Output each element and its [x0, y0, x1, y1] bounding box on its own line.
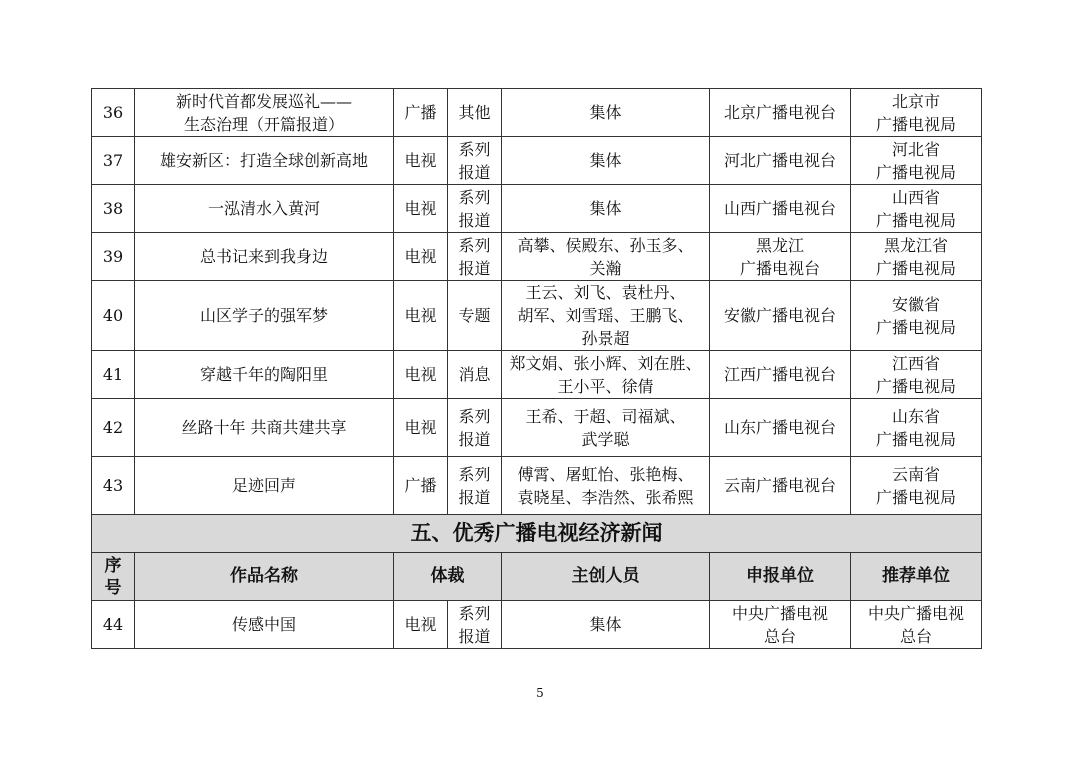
cell-unit-line: 中央广播电视 [731, 603, 828, 623]
cell-genre [448, 399, 502, 457]
cell-recommender-line: 广播电视局 [875, 258, 956, 278]
cell-no: 42 [92, 399, 135, 457]
cell-creators [502, 601, 710, 649]
cell-recommender-line: 中央广播电视 [867, 603, 964, 623]
cell-unit-line: 山西广播电视台 [723, 199, 836, 218]
cell-genre-line: 报道 [458, 258, 491, 278]
cell-creators-line: 集体 [589, 615, 622, 634]
cell-genre [448, 601, 502, 649]
cell-media: 电视 [394, 233, 448, 281]
cell-name-line: 新时代首都发展巡礼—— [175, 91, 352, 111]
cell-name [135, 457, 394, 515]
table-row [92, 399, 982, 457]
cell-recommender-line: 广播电视局 [875, 429, 956, 449]
cell-creators-line: 傅霄、屠虹怡、张艳梅、 [517, 464, 694, 484]
cell-recommender-line: 黑龙江省 [883, 235, 948, 255]
cell-name [135, 137, 394, 185]
table-row [92, 351, 982, 399]
section-title-row [92, 515, 982, 553]
header-creators: 主创人员 [502, 553, 710, 601]
cell-unit [710, 89, 851, 137]
cell-unit [710, 351, 851, 399]
header-recommender: 推荐单位 [851, 553, 982, 601]
cell-creators-line: 关瀚 [589, 258, 622, 278]
cell-creators [502, 233, 710, 281]
cell-unit [710, 457, 851, 515]
table-row [92, 281, 982, 351]
cell-unit-line: 总台 [763, 626, 796, 646]
cell-name-line: 生态治理（开篇报道） [183, 114, 344, 134]
cell-no: 38 [92, 185, 135, 233]
cell-name [135, 351, 394, 399]
cell-creators-line: 孙景超 [581, 329, 630, 348]
cell-genre-line: 系列 [458, 187, 491, 207]
cell-unit [710, 399, 851, 457]
cell-recommender-line: 北京市 [891, 91, 940, 111]
cell-no: 36 [92, 89, 135, 137]
cell-recommender [851, 351, 982, 399]
cell-recommender-line: 广播电视局 [875, 210, 956, 230]
cell-unit [710, 601, 851, 649]
cell-creators [502, 137, 710, 185]
cell-recommender [851, 185, 982, 233]
header-row [92, 553, 982, 601]
cell-unit-line: 山东广播电视台 [723, 418, 836, 437]
cell-recommender-line: 广播电视局 [875, 162, 956, 182]
cell-no: 41 [92, 351, 135, 399]
table-row [92, 89, 982, 137]
cell-recommender-line: 广播电视局 [875, 487, 956, 507]
cell-genre-line: 系列 [458, 464, 491, 484]
cell-unit-line: 云南广播电视台 [723, 476, 836, 495]
table-row [92, 185, 982, 233]
cell-unit-line: 北京广播电视台 [723, 103, 836, 122]
cell-no: 39 [92, 233, 135, 281]
cell-creators [502, 351, 710, 399]
cell-unit-line: 江西广播电视台 [723, 365, 836, 384]
cell-recommender-line: 江西省 [891, 353, 940, 373]
cell-media: 电视 [394, 281, 448, 351]
cell-name [135, 399, 394, 457]
cell-genre-line: 其他 [458, 103, 491, 122]
cell-media: 电视 [394, 185, 448, 233]
cell-unit-line: 黑龙江 [755, 235, 804, 255]
cell-no: 37 [92, 137, 135, 185]
header-name: 作品名称 [135, 553, 394, 601]
header-no [92, 553, 135, 601]
cell-genre-line: 系列 [458, 139, 491, 159]
cell-genre [448, 457, 502, 515]
cell-creators [502, 89, 710, 137]
cell-recommender-line: 广播电视局 [875, 114, 956, 134]
cell-unit [710, 185, 851, 233]
cell-unit-line: 河北广播电视台 [723, 151, 836, 170]
cell-creators-line: 高攀、侯殿东、孙玉多、 [517, 235, 694, 255]
awards-table [91, 88, 982, 649]
cell-recommender-line: 总台 [899, 626, 932, 646]
header-unit: 申报单位 [710, 553, 851, 601]
cell-creators [502, 399, 710, 457]
cell-genre [448, 89, 502, 137]
cell-creators-line: 集体 [589, 151, 622, 170]
cell-recommender [851, 399, 982, 457]
cell-recommender [851, 89, 982, 137]
cell-genre [448, 233, 502, 281]
cell-unit [710, 137, 851, 185]
cell-creators-line: 袁晓星、李浩然、张希熙 [517, 487, 694, 507]
cell-media: 电视 [394, 137, 448, 185]
cell-genre [448, 281, 502, 351]
cell-name-line: 山区学子的强军梦 [199, 306, 328, 325]
cell-recommender [851, 457, 982, 515]
cell-unit-line: 安徽广播电视台 [723, 306, 836, 325]
cell-genre-line: 报道 [458, 210, 491, 230]
section-five [92, 515, 982, 601]
header-no-line: 号 [104, 577, 122, 598]
header-genre: 体裁 [394, 553, 502, 601]
cell-media: 广播 [394, 457, 448, 515]
cell-no: 43 [92, 457, 135, 515]
cell-name [135, 185, 394, 233]
cell-creators-line: 郑文娟、张小辉、刘在胜、 [509, 353, 702, 373]
cell-genre [448, 185, 502, 233]
cell-recommender-line: 山西省 [891, 187, 940, 207]
cell-name-line: 雄安新区：打造全球创新高地 [159, 151, 368, 170]
cell-media: 广播 [394, 89, 448, 137]
cell-genre-line: 报道 [458, 429, 491, 449]
header-no-line: 序 [104, 555, 122, 576]
cell-genre-line: 消息 [458, 365, 491, 384]
cell-name-line: 一泓清水入黄河 [207, 199, 320, 218]
cell-media: 电视 [394, 351, 448, 399]
cell-name [135, 281, 394, 351]
table-row [92, 137, 982, 185]
cell-creators-line: 王希、于超、司福斌、 [525, 406, 686, 426]
table-body-bottom [92, 601, 982, 649]
cell-recommender [851, 281, 982, 351]
cell-name [135, 89, 394, 137]
cell-name-line: 穿越千年的陶阳里 [199, 365, 328, 384]
cell-recommender-line: 广播电视局 [875, 376, 956, 396]
cell-creators-line: 集体 [589, 199, 622, 218]
cell-unit-line: 广播电视台 [739, 258, 820, 278]
table-row [92, 233, 982, 281]
cell-name-line: 丝路十年 共商共建共享 [181, 418, 347, 437]
cell-creators-line: 集体 [589, 103, 622, 122]
cell-name-line: 总书记来到我身边 [199, 247, 328, 266]
cell-genre-line: 系列 [458, 235, 491, 255]
cell-genre-line: 专题 [458, 306, 491, 325]
table-body-top [92, 89, 982, 515]
cell-creators-line: 武学聪 [581, 429, 630, 449]
cell-recommender [851, 137, 982, 185]
cell-creators-line: 王云、刘飞、袁杜丹、 [525, 283, 686, 302]
cell-genre-line: 报道 [458, 626, 491, 646]
cell-genre [448, 351, 502, 399]
table-row [92, 601, 982, 649]
cell-no: 40 [92, 281, 135, 351]
cell-creators [502, 185, 710, 233]
cell-unit [710, 281, 851, 351]
cell-media: 电视 [394, 601, 448, 649]
cell-creators-line: 胡军、刘雪瑶、王鹏飞、 [517, 306, 694, 325]
cell-name [135, 601, 394, 649]
cell-recommender-line: 云南省 [891, 464, 940, 484]
cell-media: 电视 [394, 399, 448, 457]
cell-unit [710, 233, 851, 281]
cell-recommender-line: 河北省 [891, 139, 940, 159]
cell-name-line: 足迹回声 [231, 476, 296, 495]
cell-no: 44 [92, 601, 135, 649]
cell-recommender [851, 233, 982, 281]
cell-creators [502, 281, 710, 351]
cell-recommender-line: 山东省 [891, 406, 940, 426]
table-row [92, 457, 982, 515]
cell-recommender-line: 广播电视局 [875, 317, 956, 337]
cell-genre-line: 系列 [458, 603, 491, 623]
section-title: 五、优秀广播电视经济新闻 [92, 515, 982, 553]
page-number: 5 [536, 686, 544, 700]
cell-creators [502, 457, 710, 515]
cell-genre-line: 系列 [458, 406, 491, 426]
cell-genre-line: 报道 [458, 487, 491, 507]
cell-recommender-line: 安徽省 [891, 294, 940, 314]
cell-genre-line: 报道 [458, 162, 491, 182]
cell-creators-line: 王小平、徐倩 [557, 376, 654, 396]
cell-name [135, 233, 394, 281]
cell-recommender [851, 601, 982, 649]
cell-name-line: 传感中国 [231, 615, 296, 634]
cell-genre [448, 137, 502, 185]
